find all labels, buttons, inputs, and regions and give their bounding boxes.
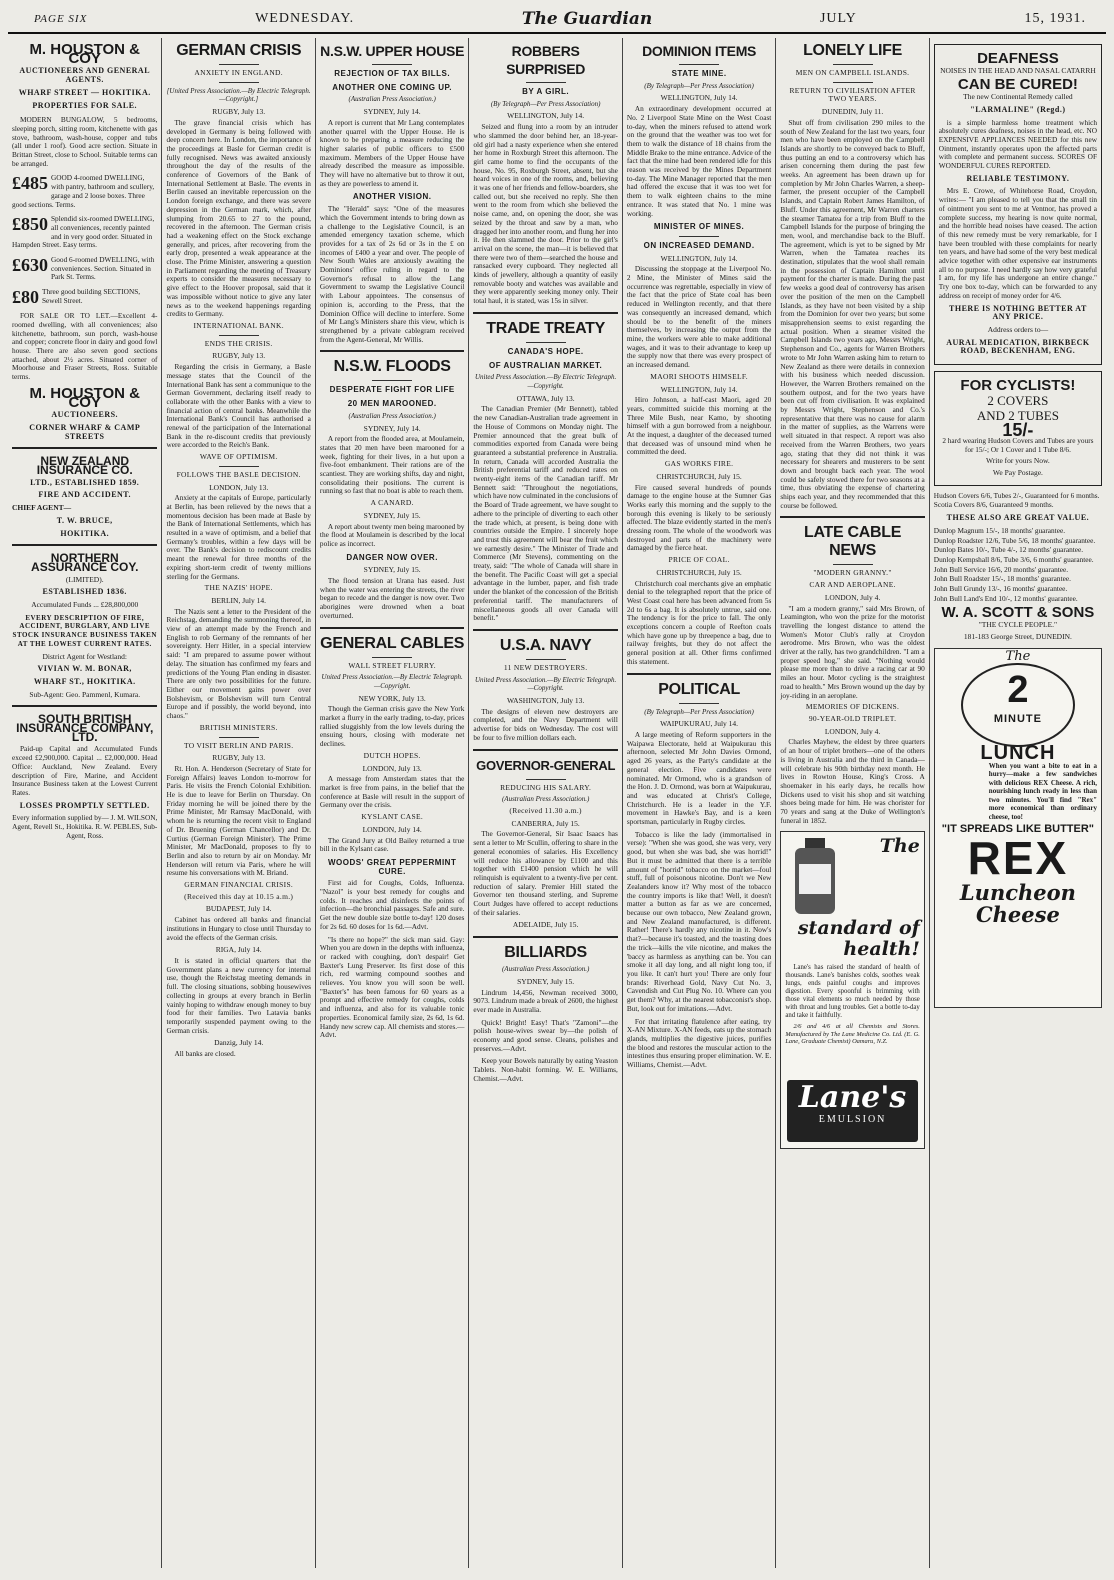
advert-paragraph: Tobacco is like the lady (immortalised in verse): "When she was good, she was very, very good, but when she was bad, she was horrid!" But it must be admitted that there is a terrible amount of "horrid" tobacco on the market—foul stuff, full of poisonous nicotine. Don't we New Zealanders know it? Why most of the tobacco the country imports is like that! Well, it doesn't matter a button as far as we are concerned, because our own tobacco, New Zealand grown, and New Zealand manufactured, is different. Rather! There's hardly any nicotine in it. Now's that?—because it's toasted, and the toasting does the trick—kills the vile nicotine, and makes the 'baccy as harmless as anything can be. You can smoke it all day long, and all night long too, if you like. It can't hurt you! There are only four brands: Riverhead Gold, Navy Cut No. 3, Cavendish and Cut Plug No. 10. Where can you get them? Why, at the nearest tobacconist's shop. But, look out for imitations.—Advt. <box>626 829 772 1013</box>
column-lonely-life <box>775 38 928 1568</box>
south-british-body: Paid-up Capital and Accumulated Funds exceed £2,900,000. Capital ... £2,000,000. Head Office: Auckland, New Zealand. Every description of Fire, Marine, and Accident Insurance Business taken at the Lowest Current Rates. <box>12 744 158 797</box>
subhead: TO VISIT BERLIN AND PARIS. <box>183 740 294 750</box>
headline-political: POLITICAL <box>658 680 740 698</box>
article-paragraph: The Canadian Premier (Mr Bennett), tabled the new Canadian-Australian trade agreement in the House of Commons on Monday night. The Premier announced that the great bulk of commodities exported from Canada were being guaranteed a substantial preference in Australia. In return, Canada will accorded Australia the British preferential tariff and reduced rates on twenty-eight items of the Canadian tariff. Mr Bennett said: "Throughout the negotiations, which have now culminated in the conclusions of the Board of Trade agreement, we have sought to adhere to the principle of diverting to each other the trade which, at present, is being done with countries outside the Empire. I sincerely hope and trust this agreement will bear the fruit which we earnestly desire." The Minister of Trade and Commerce (Mr Stevens), commenting on the treaty, said: "The whole of Canada will share in the benefit. The Pacific Coast will get a special advantage in the lumber, paper, and fish trade under the blanket of the concession of the British preferential tariff. The manufacturers of miscellaneous goods all over Canada will benefit." <box>473 404 618 623</box>
deafness-sub: NOISES IN THE HEAD AND NASAL CATARRH <box>940 65 1096 75</box>
price-80: £80 <box>12 288 39 307</box>
headline-nsw-floods: N.S.W. FLOODS <box>333 358 451 376</box>
dateline: WASHINGTON, July 13. <box>506 696 585 706</box>
article-paragraph: A report from the flooded area, at Moulamein, states that 20 men have been marooned for a week, fighting for their lives, in a hut upon a five-foot embankment. Their rations are of the scantiest. They are working shifts, day and night, consolidating their positions. The current is running so fast that no boat is able to reach them. <box>319 434 465 496</box>
rex-minute: MINUTE <box>993 713 1042 726</box>
headline-dominion-items: DOMINION ITEMS <box>642 43 757 59</box>
dateline: ADELAIDE, July 15. <box>512 920 579 930</box>
headline-general-cables: GENERAL CABLES <box>320 634 465 652</box>
article-paragraph: Regarding the crisis in Germany, a Basle message states that the Council of the International Bank has sent a communique to the German Government, declaring itself ready to collaborate with the other Banks with a view to financial action of central banks. Meanwhile the International Bank's Council has authorised a renewal of the participation of the International Bank in the re-discount credits that previously were accorded to the Reich's Bank. <box>166 362 311 450</box>
houston-address-2: CORNER WHARF & CAMP STREETS <box>29 422 141 441</box>
article-paragraph: Fire caused several hundreds of pounds damage to the engine house at the Sumner Gas Works early this morning and the supply to the borough this evening is likely to be seriously affected. The blaze evidently started in the men's dressing room. The whole of the woodwork was destroyed and parts of the machinery were damaged by the fierce heat. <box>626 482 772 553</box>
page-number: PAGE SIX <box>34 13 88 25</box>
south-british-settled: LOSSES PROMPTLY SETTLED. <box>19 800 150 810</box>
list-item: John Bull Roadster 15/-, 18 months' guarantee. <box>933 574 1071 584</box>
column-robbers <box>468 38 621 1568</box>
subhead: A CANARD. <box>370 498 414 508</box>
subhead: PRICE OF COAL. <box>668 555 730 565</box>
dateline: CHRISTCHURCH, July 15. <box>656 471 742 481</box>
article-paragraph: Shut off from civilisation 290 miles to the south of New Zealand for the last two years, four men who have been employed on the Campbell Islands are shortly to be conveyed back to Bluff, thus putting an end to a controversy which has arisen concerning them during the past few weeks. An agreement has been drawn up for completion by Mr John Charles Warren, a sheep-farmer, the present occupier of the Campbell Islands, and Captain Robert James Hamilton, of Bluff. Under this agreement, Mr Warren charters the steamer Tamatea for a trip from Bluff to the Campbell Islands for the purpose of bringing the men, wool, and merchandise back to the Bluff. The agreement, which is yet to be signed by Mr Warren, when the Tamatea reaches its destination, stipulates that the wool shall remain in the possession of Captain Hamilton until payment for the charter is made. During the past few weeks a good deal of controversy has arisen over the position of the men on the Campbell Islands, as they have not been visited by a ship from the Dominion for over two years; but some misapprehension seems to exist regarding the actual position. When a steamer visited the Campbell Islands two years ago, Messrs Wright, Stephenson and Co., agents for Warren Brothers wrote to Mr John Warren asking him to return to New Zealand as there were details in connexion with his business which needed discussion. However, the Warren Brothers remained on the southern outpost, and for the two years have been cut off from civilisation. It was explained by Messrs Wright, Stephenson and Co.'s representative that there was no cause for alarm in the matter of supplies, as the Warrens were well situated in that respect. A report was also received from the Warren Brothers, two years ago, stating that they did not think it was necessary for shearers and musterers to be sent down and brought back each year. The wool could be safely stowed there for two seasons at a time, thus obviating the expense of chartering ships each year, and they recommended that this course be followed. <box>780 117 925 510</box>
nz-insurance-agent: T. W. BRUCE, <box>56 515 113 525</box>
list-item: Dunlop Roadster 12/6, Tube 5/6, 18 months' guarantee. <box>933 535 1096 545</box>
headline-usa-navy: U.S.A. NAVY <box>499 636 592 654</box>
deafness-can-be-cured: CAN BE CURED! <box>957 76 1078 94</box>
rex-the: The <box>1005 648 1031 664</box>
subhead: (Received this day at 10.15 a.m.) <box>184 891 294 901</box>
cyclists-covers: 2 COVERS <box>987 392 1049 408</box>
dateline: LONDON, July 13. <box>362 763 422 773</box>
dateline: DUNEDIN, July 11. <box>821 107 884 117</box>
dateline: LONDON, July 4. <box>824 726 881 736</box>
advert-paragraph: First aid for Coughs, Colds, Influenza. "Nazol" is your best remedy for coughs and colds. It reaches and disinfects the points of infection—the bronchial passages. Safe and sure. Get the new double size bottle to-day! 120 doses for 2s 6d. 60 doses for 1s 6d.—Advt. <box>319 878 465 931</box>
headline-nsw-upper-house: N.S.W. UPPER HOUSE <box>320 43 465 59</box>
article-paragraph: Seized and flung into a room by an intruder who slammed the door behind her, an 18-year-old girl had a nasty experience when she entered her home in Roxburgh Street this afternoon. The girl came home to find the occupants of the house, No. 95, Roxburgh Street, absent, but she heard voices in one of the rooms, and, believing it was one of her friends and fellow-boarders, she called out, but she received no reply. She then went to the room from which she believed the noise came, and, on opening the door, she was seized by the throat and saw by a man, who dragged her into another room, and flung her into it. He then slammed the door. Prior to the girl's arrival on the scene, the man—it is believed that there were two of them—searched the house and ransacked every cupboard. They neglected all kinds of jewellery, although a quantity of easily removable booty and watches was available and they were apparently seeking money only. Their total haul, it is stated, was 15s in silver. <box>473 122 618 306</box>
dateline: SYDNEY, July 15. <box>517 976 575 986</box>
subhead: GAS WORKS FIRE. <box>664 459 734 469</box>
advert-paragraph: "Is there no hope?" the sick man said. Gay: When you are down in the depths with influenza, or racked with coughing, don't despair! Get Baxter's Lung Preserver. Its first dose of this rich, red warming compound soothes and relieves. You know you will soon be well. "Baxter's" has been famous for 60 years as a prompt and effective remedy for coughs, colds and influenza, and also for its valuable tonic properties. Economical family size, 2s 6d, 1s 6d. Handy new screw cap. All chemists and stores.—Advt. <box>319 934 465 1040</box>
houston-firm-name-2: M. HOUSTON & COY <box>29 384 140 411</box>
masthead-day: WEDNESDAY. <box>255 11 355 26</box>
rex-spreads: "IT SPREADS LIKE BUTTER" <box>941 823 1095 836</box>
list-item: Dunlop Bates 10/-, Tube 4/-, 12 months' guarantee. <box>933 545 1084 555</box>
nz-insurance-est: LTD., ESTABLISHED 1859. <box>30 477 140 487</box>
nz-insurance-town: HOKITIKA. <box>60 528 110 538</box>
dateline: RUGBY, July 13. <box>212 351 266 361</box>
column-adverts <box>929 38 1106 1568</box>
subhead: OF AUSTRALIAN MARKET. <box>488 360 603 370</box>
masthead-title: The Guardian <box>521 9 653 29</box>
subhead: 90-YEAR-OLD TRIPLET. <box>808 714 897 723</box>
column-nsw <box>315 38 468 1568</box>
subhead: BY A GIRL. <box>522 87 570 96</box>
article-paragraph: The "Herald" says: "One of the measures which the Government intends to bring down as a challenge to the Legislative Council, is an amended emergency taxation scheme, which provides for a tax of 2s 6d or 3s in the £ on incomes of £400 a year and over. The people of New South Wales are anxiously awaiting the Dominions' office ruling in regard to the Governor's refusal to allow the Lang Government to swamp the Legislative Council with Labour appointees. The consensus of opinion is, according to the Press, that the Dominion Office will decline to interfere. Some of Mr Lang's Ministers share this view, which is strengthened by a private cablegram received from the Agent-General, Mr Willis. <box>319 204 465 344</box>
dateline: LONDON, July 4. <box>824 592 881 602</box>
credit-upa: United Press Association.—By Electric Telegraph.—Copyright. <box>474 675 617 693</box>
credit-apa: (Australian Press Association.) <box>348 411 436 420</box>
cyclists-heading: FOR CYCLISTS! <box>960 377 1076 395</box>
deafness-intro: The new Continental Remedy called <box>963 92 1073 102</box>
northern-assurance-funds: Accumulated Funds ... £28,800,000 <box>31 600 139 610</box>
headline-trade-treaty: TRADE TREATY <box>486 319 606 337</box>
list-item: John Bull Grundy 13/-, 16 months' guarantee. <box>933 584 1068 594</box>
dateline: WELLINGTON, July 14. <box>507 111 585 121</box>
dateline: NEW YORK, July 13. <box>358 693 426 703</box>
dateline: RIGA, July 14. <box>215 945 262 955</box>
dateline: RUGBY, July 13. <box>212 753 266 763</box>
scott-sub: "THE CYCLE PEOPLE." <box>978 620 1058 630</box>
article-paragraph: Cabinet has ordered all banks and financial institutions in Hungary to close until Thursday to avoid the effects of the German crisis. <box>166 915 311 942</box>
article-paragraph: Christchurch coal merchants give an emphatic denial to the telegraphed report that the price of West Coast coal here has been advanced from 5s 2d to 6s a bag. It is absolutely untrue, said one. The tendency is for the price to fall. The only exceptions concern a couple of Reefton coals which have gone up by threepence a bag, due to railway freights, but they do not affect the general position at all. Other firms confirmed this statement. <box>626 578 772 666</box>
subhead: ENDS THE CRISIS. <box>204 338 273 348</box>
subhead: MEN ON CAMPBELL ISLANDS. <box>795 68 910 77</box>
northern-assurance-ltd: (LIMITED). <box>65 574 104 584</box>
dateline: SYDNEY, July 14. <box>363 423 421 433</box>
lanes-brand: Lane's <box>798 1080 907 1116</box>
northern-assurance-est: ESTABLISHED 1836. <box>42 587 127 597</box>
article-paragraph: "I am a modern granny," said Mrs Brown, of Leamington, who won the prize for the motorist travelling the longest distance to attend the Women's Motor Club's rally at Croydon aerodrome. Mrs Brown, who was the oldest driver at the rally, has two grandchildren. "I am a proper speed hog," she said. "Nothing would please me more than to drive a racing car at 90 miles an hour. Motor cycling is the straightest road to health." Mrs Brown wound up the day by joy-riding in an aeroplane. <box>780 603 925 700</box>
subhead: THE NAZIS' HOPE. <box>204 583 273 593</box>
property-850: Splendid six-roomed DWELLING, all conveniences, recently painted and in very good order. Situated in Hampden Street. Easy terms. <box>12 215 155 250</box>
deafness-body: is a simple harmless home treatment which absolutely cures deafness, noises in the head, etc. NO EXPENSIVE APPLIANCES NEEDED for this new Ointment, instantly operates upon the affected parts with complete and permanent success. SCORES OF WONDERFUL CURES REPORTED. <box>938 117 1098 171</box>
article-paragraph: Charles Mayhew, the eldest by three quarters of an hour of triplet brothers—one of the others is living in Australia and the third in Canada—will celebrate his 90th birthday next month. He lives in Rowton House, King's Cross. A shoemaker in his early days, he recalls how Dickens used to visit his shop and sit watching shoes being made for him. He was chorister for 70 years and sang at the Duke of Wellington's funeral in 1852. <box>780 737 925 825</box>
subhead: BRITISH MINISTERS. <box>199 722 278 732</box>
dateline: WELLINGTON, July 14. <box>660 253 738 263</box>
subhead: REJECTION OF TAX BILLS. <box>334 69 451 78</box>
headline-lonely-life: LONELY LIFE <box>803 42 903 59</box>
lanes-body: Lane's has raised the standard of health of thousands. Lane's banishes colds, soothes weak lungs, ends painful coughs and improves digestion. Every spoonful is brimming with those vital elements so much needed by those with throat and lung troubles. Get a bottle to-day and take it faithfully. <box>785 964 920 1020</box>
dateline: OTTAWA, July 13. <box>516 393 575 403</box>
article-paragraph: The flood tension at Urana has eased. Just when the water was entering the streets, the river began to recede and the danger is now over. Two aborigines were drowned when a boat overturned. <box>319 576 465 620</box>
cyclists-tubes: AND 2 TUBES <box>976 407 1059 423</box>
headline-late-cable-news: LATE CABLE NEWS <box>803 524 902 560</box>
subhead: RETURN TO CIVILISATION AFTER TWO YEARS. <box>789 85 916 104</box>
deafness-nothing-better: THERE IS NOTHING BETTER AT ANY PRICE. <box>949 303 1087 322</box>
price-485: £485 <box>12 174 48 194</box>
article-paragraph: It is stated in official quarters that the Government plans a new currency for internal use, though the Reichstag meeting demands in full. The closing situations, sobbing housewives collecting in groups at every branch in Berlin vainly hoping to withdraw enough money to buy food for their families. Two Latavia banks temporarily suspended payment owing to the German crisis. <box>166 955 311 1035</box>
subhead: CANADA'S HOPE. <box>507 346 584 356</box>
subhead: ON INCREASED DEMAND. <box>643 240 755 250</box>
deafness-address-label: Address orders to— <box>987 324 1049 334</box>
article-paragraph: A large meeting of Reform supporters in the Waipawa Electorate, held at Waipukurau this afternoon, selected Mr John Davies Ormond, aged 26 years, as the Party's candidate at the general election. Five candidates were nominated. Mr Ormond, who is a grandson of the Hon. J. D. Ormond, was born at Waipukurau, and was educated at Christ's College, Christchurch. He is a leader in the Y.F. movement in Hawke's Bay, and is a keen sportsman, particularly in Rugby circles. <box>626 730 772 827</box>
subhead: DANGER NOW OVER. <box>346 552 438 562</box>
subhead: MEMORIES OF DICKENS. <box>805 702 900 712</box>
sub-anxiety: ANXIETY IN ENGLAND. <box>194 68 283 77</box>
headline-robbers-surprised: ROBBERS SURPRISED <box>506 43 586 77</box>
article-paragraph: Hiro Johnson, a half-cast Maori, aged 20 years, committed suicide this morning at the Three Mile Bush, near Kamo, by shooting himself with a gun borrowed from a neighbour. At the inquest, a daughter of the deceased turned that deceased was of unsound mind when he committed the deed. <box>626 395 772 457</box>
cyclists-advert <box>934 371 1102 486</box>
dateline: CANBERRA, July 15. <box>511 818 580 828</box>
article-paragraph: The Grand Jury at Old Bailey returned a true bill in the Kylsant case. <box>319 835 465 854</box>
subhead: STATE MINE. <box>671 69 727 78</box>
houston-firm-name: M. HOUSTON & COY <box>29 41 140 67</box>
article-paragraph: The Governor-General, Sir Isaac Isaacs has sent a letter to Mr Scullin, offering to share in the general economies of salaries. His Excellency will reduce his allowance by £1100 and this together with £1400 pension which he will relinquish is equivalent to a twenty-five per cent. reduction of salary. Premier Hill stated the Governor ten thousand sterling, and Supreme Court Judges have offered to accept reductions of their salaries. <box>473 829 618 917</box>
subhead: DUTCH HOPES. <box>363 750 421 760</box>
nz-insurance-name: NEW ZEALAND INSURANCE CO. <box>36 454 133 478</box>
houston-address: WHARF STREET — HOKITIKA. <box>18 87 151 97</box>
scott-heading: W. A. SCOTT & SONS <box>941 604 1095 622</box>
subhead: GERMAN FINANCIAL CRISIS. <box>184 880 294 890</box>
cycle-price-list <box>934 492 1102 604</box>
article-paragraph: A message from Amsterdam states that the market is free from pains, in the belief that the conference at Basle will result in the support of Germany over the crisis. <box>319 774 465 810</box>
nz-insurance-type: FIRE AND ACCIDENT. <box>38 490 132 500</box>
rex-cheese-advert <box>934 648 1102 1008</box>
article-paragraph: Lindrum 14,456, Newman received 3000, 9073. Lindrum made a break of 2600, the highest ever made in Australia. <box>473 987 618 1014</box>
scott-address: 181-183 George Street, DUNEDIN. <box>963 631 1072 641</box>
column-german-crisis <box>161 38 314 1568</box>
northern-assurance-body: EVERY DESCRIPTION OF FIRE, ACCIDENT, BURGLARY, AND LIVE STOCK INSURANCE BUSINESS TAKEN AT THE LOWEST CURRENT RATES. <box>12 613 157 648</box>
emulsion-bottle-icon <box>785 836 845 916</box>
cycle-values-heading: THESE ALSO ARE GREAT VALUE. <box>946 513 1090 523</box>
cyclists-price: 15/- <box>1002 420 1034 441</box>
subhead: INTERNATIONAL BANK. <box>193 320 284 330</box>
subhead: FOLLOWS THE BASLE DECISION. <box>176 469 301 479</box>
rex-brand: REX <box>967 832 1069 885</box>
dateline: SYDNEY, July 14. <box>363 107 421 117</box>
list-item: John Bull Land's End 10/-, 12 months' guarantee. <box>933 593 1078 603</box>
subhead: 20 MEN MAROONED. <box>347 399 437 409</box>
credit-upa: [United Press Association.—By Electric Telegraph.—Copyright.] <box>166 86 311 104</box>
dateline: WELLINGTON, July 14. <box>660 384 738 394</box>
subhead: MINISTER OF MINES. <box>653 222 745 232</box>
subhead: KYSLANT CASE. <box>361 812 423 822</box>
credit-telegraph: (By Telegraph—Per Press Association) <box>644 707 754 716</box>
credit-upa: United Press Association.—By Electric Telegraph.—Copyright. <box>321 673 463 690</box>
column-classifieds <box>8 38 161 1568</box>
article-paragraph: All banks are closed. <box>174 1049 236 1059</box>
credit-telegraph: (By Telegraph—Per Press Association) <box>644 81 754 90</box>
headline-governor-general: GOVERNOR-GENERAL <box>476 757 616 773</box>
list-item: Dunlop Magnum 15/-, 18 months' guarantee. <box>933 525 1066 535</box>
northern-assurance-agent: VIVIAN W. M. BONAR, <box>37 664 132 674</box>
article-paragraph: Rt. Hon. A. Henderson (Secretary of State for Foreign Affairs) leaves London to-morrow for Paris. He visits the French Colonial Exhibition. He is due to leave for Berlin on Thursday. On Friday morning he will be joined there by the Prime Minister, Mr Ramsay MacDonald, with whom he is returning the recent visit to England of Dr. Bruening (German Chancellor) and Dr. Curtius (German Foreign Minister). The Prime Minister, Mr MacDonald, proposes to fly to Berlin and also to return by air on Monday. Mr Henderson will return via Paris, where he will resume his conversations with M. Briand. <box>166 763 311 878</box>
advert-paragraph: For that irritating flatulence after eating, try X-AN Mixture. X-AN feeds, eats up the stomach glands, multiplies the digestive juices, purifies the blood and restores the muscular action to the intestines thus ensuring proper elimination. W. E. Williams, Chemist.—Advt. <box>626 1016 772 1070</box>
property-630: Good 6-roomed DWELLING, with conveniences. Section. Situated in Park St. Terms. <box>51 256 155 282</box>
list-item: Scotia Covers 8/6, Guaranteed 9 months. <box>933 500 1054 510</box>
south-british-info: Every information supplied by— J. M. WILSON, Agent, Revell St., Hokitika. R. W. PEBLES, Sub-Agent, Ross. <box>12 813 158 840</box>
article-paragraph: The Nazis sent a letter to the President of the Reichstag, demanding the summoning thereof, in view of an attempt made by the French and English to rob Germany of the remnants of her sovereignty. Herr Hitler, in a special interview said: "I am prepared to assume power without delay. The situation has confirmed my fears and predictions of the Young Plan ending in disaster. There are only two possibilities for the future. Either our movement gains power over Bolshevism, or Bolshevism will turn Central Europe and if possibly, the world beyond, into chaos." <box>166 606 311 721</box>
masthead-date: 15, 1931. <box>1024 11 1086 26</box>
northern-assurance-address: WHARF ST., HOKITIKA. <box>33 676 136 686</box>
article-paragraph: Though the German crisis gave the New York market a flurry in the early trading, to-day, prices rallied sluggishly from the low levels during the ensuing hours, closing with moderate net declines. <box>319 704 465 749</box>
dateline: BUDAPEST, July 14. <box>205 904 272 914</box>
subhead: REDUCING HIS SALARY. <box>500 782 592 792</box>
deafness-company: AURAL MEDICATION, BIRKBECK ROAD, BECKENHAM, ENG. <box>946 337 1090 356</box>
lanes-emulsion-advert <box>780 831 924 1149</box>
rex-body: When you want a bite to eat in a hurry—make a few sandwiches with delicious REX Cheese. A rich, nourishing lunch ready in less than two minutes. You'll find "Rex" more economical than ordinary cheese, too! <box>988 761 1098 821</box>
northern-assurance-district: District Agent for Westland: <box>42 651 127 661</box>
advert-paragraph: Keep your Bowels naturally by eating Yeaston Tablets. Non-habit forming. W. E. Williams, Chemist.—Advt. <box>473 1056 618 1083</box>
credit-telegraph: (By Telegraph—Per Press Association) <box>490 99 601 108</box>
dateline: CHRISTCHURCH, July 15. <box>656 567 742 577</box>
price-850: £850 <box>12 215 48 235</box>
list-item: Dunlop Kempshall 8/6, Tube 3/6, 6 months' guarantee. <box>933 554 1094 564</box>
subhead: WALL STREET FLURRY. <box>348 660 436 670</box>
deafness-testimony: Mrs E. Crowe, of Whitehorse Road, Croydon, writes:— "I am pleased to tell you that the small tin of ointment you sent to me at Ventnor, has proved a complete success, my hearing is now quite normal, and the horrible head noises have ceased. The action of this new remedy must be very remarkable, for I have been troubled with these complaints for nearly ten years, and have had some of the very best medical advice together with other expensive ear instruments all to no purpose. I need hardly say how very grateful I am, for my life has undergone an entire change." Try one box to-day, which can be forwarded to any address on receipt of money order for 4/6. <box>938 186 1098 300</box>
rex-lunch: LUNCH <box>980 742 1056 765</box>
northern-assurance-subagent: Sub-Agent: Geo. Pammenl, Kumara. <box>29 689 141 699</box>
subhead: "MODERN GRANNY." <box>813 568 892 578</box>
cyclists-postage: We Pay Postage. <box>992 468 1043 478</box>
deafness-testimony-label: RELIABLE TESTIMONY. <box>966 173 1070 183</box>
subhead: CAR AND AEROPLANE. <box>809 580 896 590</box>
deafness-heading: DEAFNESS <box>977 50 1059 67</box>
subhead: ANOTHER VISION. <box>352 192 432 202</box>
subhead: 11 NEW DESTROYERS. <box>503 662 588 672</box>
subhead: WOODS' GREAT PEPPERMINT CURE. <box>327 857 457 876</box>
list-item: Hudson Covers 6/6, Tubes 2/-, Guaranteed for 6 months. <box>933 490 1100 500</box>
properties-heading: PROPERTIES FOR SALE. <box>32 100 138 110</box>
nz-insurance-agent-label: CHIEF AGENT— <box>12 503 72 513</box>
lanes-brand-emulsion: EMULSION <box>818 1114 887 1126</box>
dateline: LONDON, July 13. <box>209 482 269 492</box>
houston-role: AUCTIONEERS AND GENERAL AGENTS. <box>19 66 151 85</box>
article-paragraph: The designs of eleven new destroyers are completed, and the Navy Department will advertise for bids on Wednesday. The cost will be four to five million dollars each. <box>473 706 618 742</box>
dateline: WAIPUKURAU, July 14. <box>660 719 739 729</box>
credit-upa: United Press Association.—By Electric Telegraph.—Copyright. <box>474 373 617 390</box>
subhead: WAVE OF OPTIMISM. <box>199 452 278 462</box>
credit-apa: (Australian Press Association.) <box>501 965 590 974</box>
deafness-remedy-name: "LARMALINE" (Regd.) <box>970 104 1066 114</box>
dateline: RUGBY, July 13. <box>212 107 266 117</box>
lanes-price: 2/6 and 4/6 at all Chemists and Stores. Manufactured by The Lane Medicine Co. Ltd. (E. G. Lane, Graduate Chemist) Oamaru, N.Z. <box>785 1023 920 1046</box>
cyclists-body: 2 hard wearing Hudson Covers and Tubes are yours for 15/-; Or 1 Cover and 1 Tube 8/6. <box>942 435 1094 454</box>
article-paragraph: A report about twenty men being marooned by the flood at Moulamein is described by the local police as incorrect. <box>319 521 465 548</box>
property-bungalow: MODERN BUNGALOW, 5 bedrooms, sleeping porch, sitting room, kitchenette with gas stove, bathroom, wash-house, copper and tubs (all under 1 roof). Good acre section. Situate in Brittan Street, close to School. Suitable terms can be arranged. <box>12 115 158 168</box>
credit-apa: (Australian Press Association.) <box>348 95 436 104</box>
dateline: WELLINGTON, July 14. <box>660 93 738 103</box>
headline-german-crisis: GERMAN CRISIS <box>176 42 302 59</box>
property-80: Three good building SECTIONS, Sewell Street. <box>42 288 141 305</box>
deafness-advert <box>934 44 1102 365</box>
northern-assurance-name: NORTHERN ASSURANCE COY. <box>31 551 139 574</box>
rex-luncheon-cheese: Luncheon Cheese <box>959 880 1076 928</box>
received-time: (Received 11.30 a.m.) <box>509 806 582 815</box>
subhead: ANOTHER ONE COMING UP. <box>332 82 453 92</box>
advert-paragraph: Quick! Bright! Easy! That's "Zamoni"—the polish house-wives swear by—the polish of economy and good sense. Cleans, polishes and preserves.—Advt. <box>473 1017 618 1053</box>
houston-role-2: AUCTIONEERS. <box>51 410 119 420</box>
article-paragraph: An extraordinary development occurred at No. 2 Liverpool State Mine on the West Coast to-day, when the miners refused to attend work on the ground that the weather was too wet for them to walk the distance of 18 chains from the Middle Brake to the mine entrance. Advice of the fact that the mine had been rendered idle for this reason was received by the Mines Department to-day. The Mine Manager reported that the men had offered the excuse that it was too wet for them to walk eighteen chains to the mine entrance. It was stated that No. 1 mine was working. <box>626 104 772 218</box>
list-item: John Bull Service 16/6, 20 months' guarantee. <box>933 564 1069 574</box>
rex-2: 2 <box>1007 669 1029 712</box>
masthead-month: JULY <box>819 11 857 26</box>
article-paragraph: A report is current that Mr Lang contemplates another quarrel with the Upper House. He is known to be preparing a measure reducing the higher salaries of public officers to £500 maximum. Members of the Upper House have already described the measure as impossible. They will have no alternative but to throw it out, as they are powerless to amend it. <box>319 117 465 188</box>
credit-apa: (Australian Press Association.) <box>501 795 590 804</box>
column-dominion <box>622 38 775 1568</box>
subhead: MAORI SHOOTS HIMSELF. <box>650 371 748 381</box>
dateline: Danzig, July 14. <box>214 1038 264 1048</box>
property-485: GOOD 4-roomed DWELLING, with pantry, bathroom and scullery, garage and 2 loose boxes. Three good sections. Terms. <box>12 174 155 209</box>
dateline: SYDNEY, July 15. <box>363 565 421 575</box>
article-paragraph: The grave financial crisis which has developed in Germany is being followed with deep concern here. In London, the importance of the proceedings at Basle for German credit is fully recognised. News was awaited anxiously throughout the day of the results of the conference of Governors of the Bank of International Settlement at Basle. The events in Berlin caused an inevitable repercussion on the London foreign exchange, and there was severe depression in the German mark, which, after slumping from 20.65 to 27 to the pound, recovered in the afternoon. The German crisis had a weakening effect on the Stock exchange generally, and prices, after recovering from the early drop, presented a weak appearance at the close. The Prime Minister, answering a question in Parliament regarding the meeting of Treasury experts to consider the measures necessary to give effect to the Hoover proposal, said that it was impossible without notice to give any later news as to the weekend happenings regarding credits to Germany. <box>166 117 311 319</box>
property-ross: FOR SALE OR TO LET.—Excellent 4-roomed dwelling, with all conveniences; also kitchenette, bathroom, sun porch, wash-house and copper; concrete floor in dairy and good fowl house. There are also seven good sections attached, about 2½ acres. Situated corner of Moorhouse and Fraser Streets, Ross. Suitable terms. <box>12 311 158 382</box>
masthead <box>8 6 1106 34</box>
price-630: £630 <box>12 256 48 276</box>
subhead: DESPERATE FIGHT FOR LIFE <box>329 385 455 395</box>
article-paragraph: Discussing the stoppage at the Liverpool No. 2 Mine, the Minister of Mines said the occurrence was regrettable, especially in view of the fact that the price of State coal has been reduced in Wellington recently, and that there was consequently an increased demand, which should be to the benefit of the miners themselves, by increasing the output from the mine, the workers were able to make additional wages, and it was to their advantage to keep up the supply now that there was every prospect of an increased demand. <box>626 264 772 370</box>
south-british-name: SOUTH BRITISH INSURANCE COMPANY, LTD. <box>16 712 154 744</box>
dateline: BERLIN, July 14. <box>211 595 266 605</box>
dateline: LONDON, July 14. <box>362 824 422 834</box>
cyclists-write: Write for yours Now. <box>986 456 1050 466</box>
lanes-slogan: The standard of health! <box>797 835 920 961</box>
headline-billiards: BILLIARDS <box>504 944 587 962</box>
dateline: SYDNEY, July 15. <box>363 510 421 520</box>
article-paragraph: Anxiety at the capitals of Europe, particularly at Berlin, has been relieved by the news that a momentous decision has been made at Basle by the Bank of International Settlements, which has resulted in a wave of optimism, and a belief that Germany's troubles, within a few days will be over. The Bank's decision to rediscount credits meant the renewal for three months of the expiring short-term credit of twenty millions sterling for the Germans. <box>166 493 311 581</box>
